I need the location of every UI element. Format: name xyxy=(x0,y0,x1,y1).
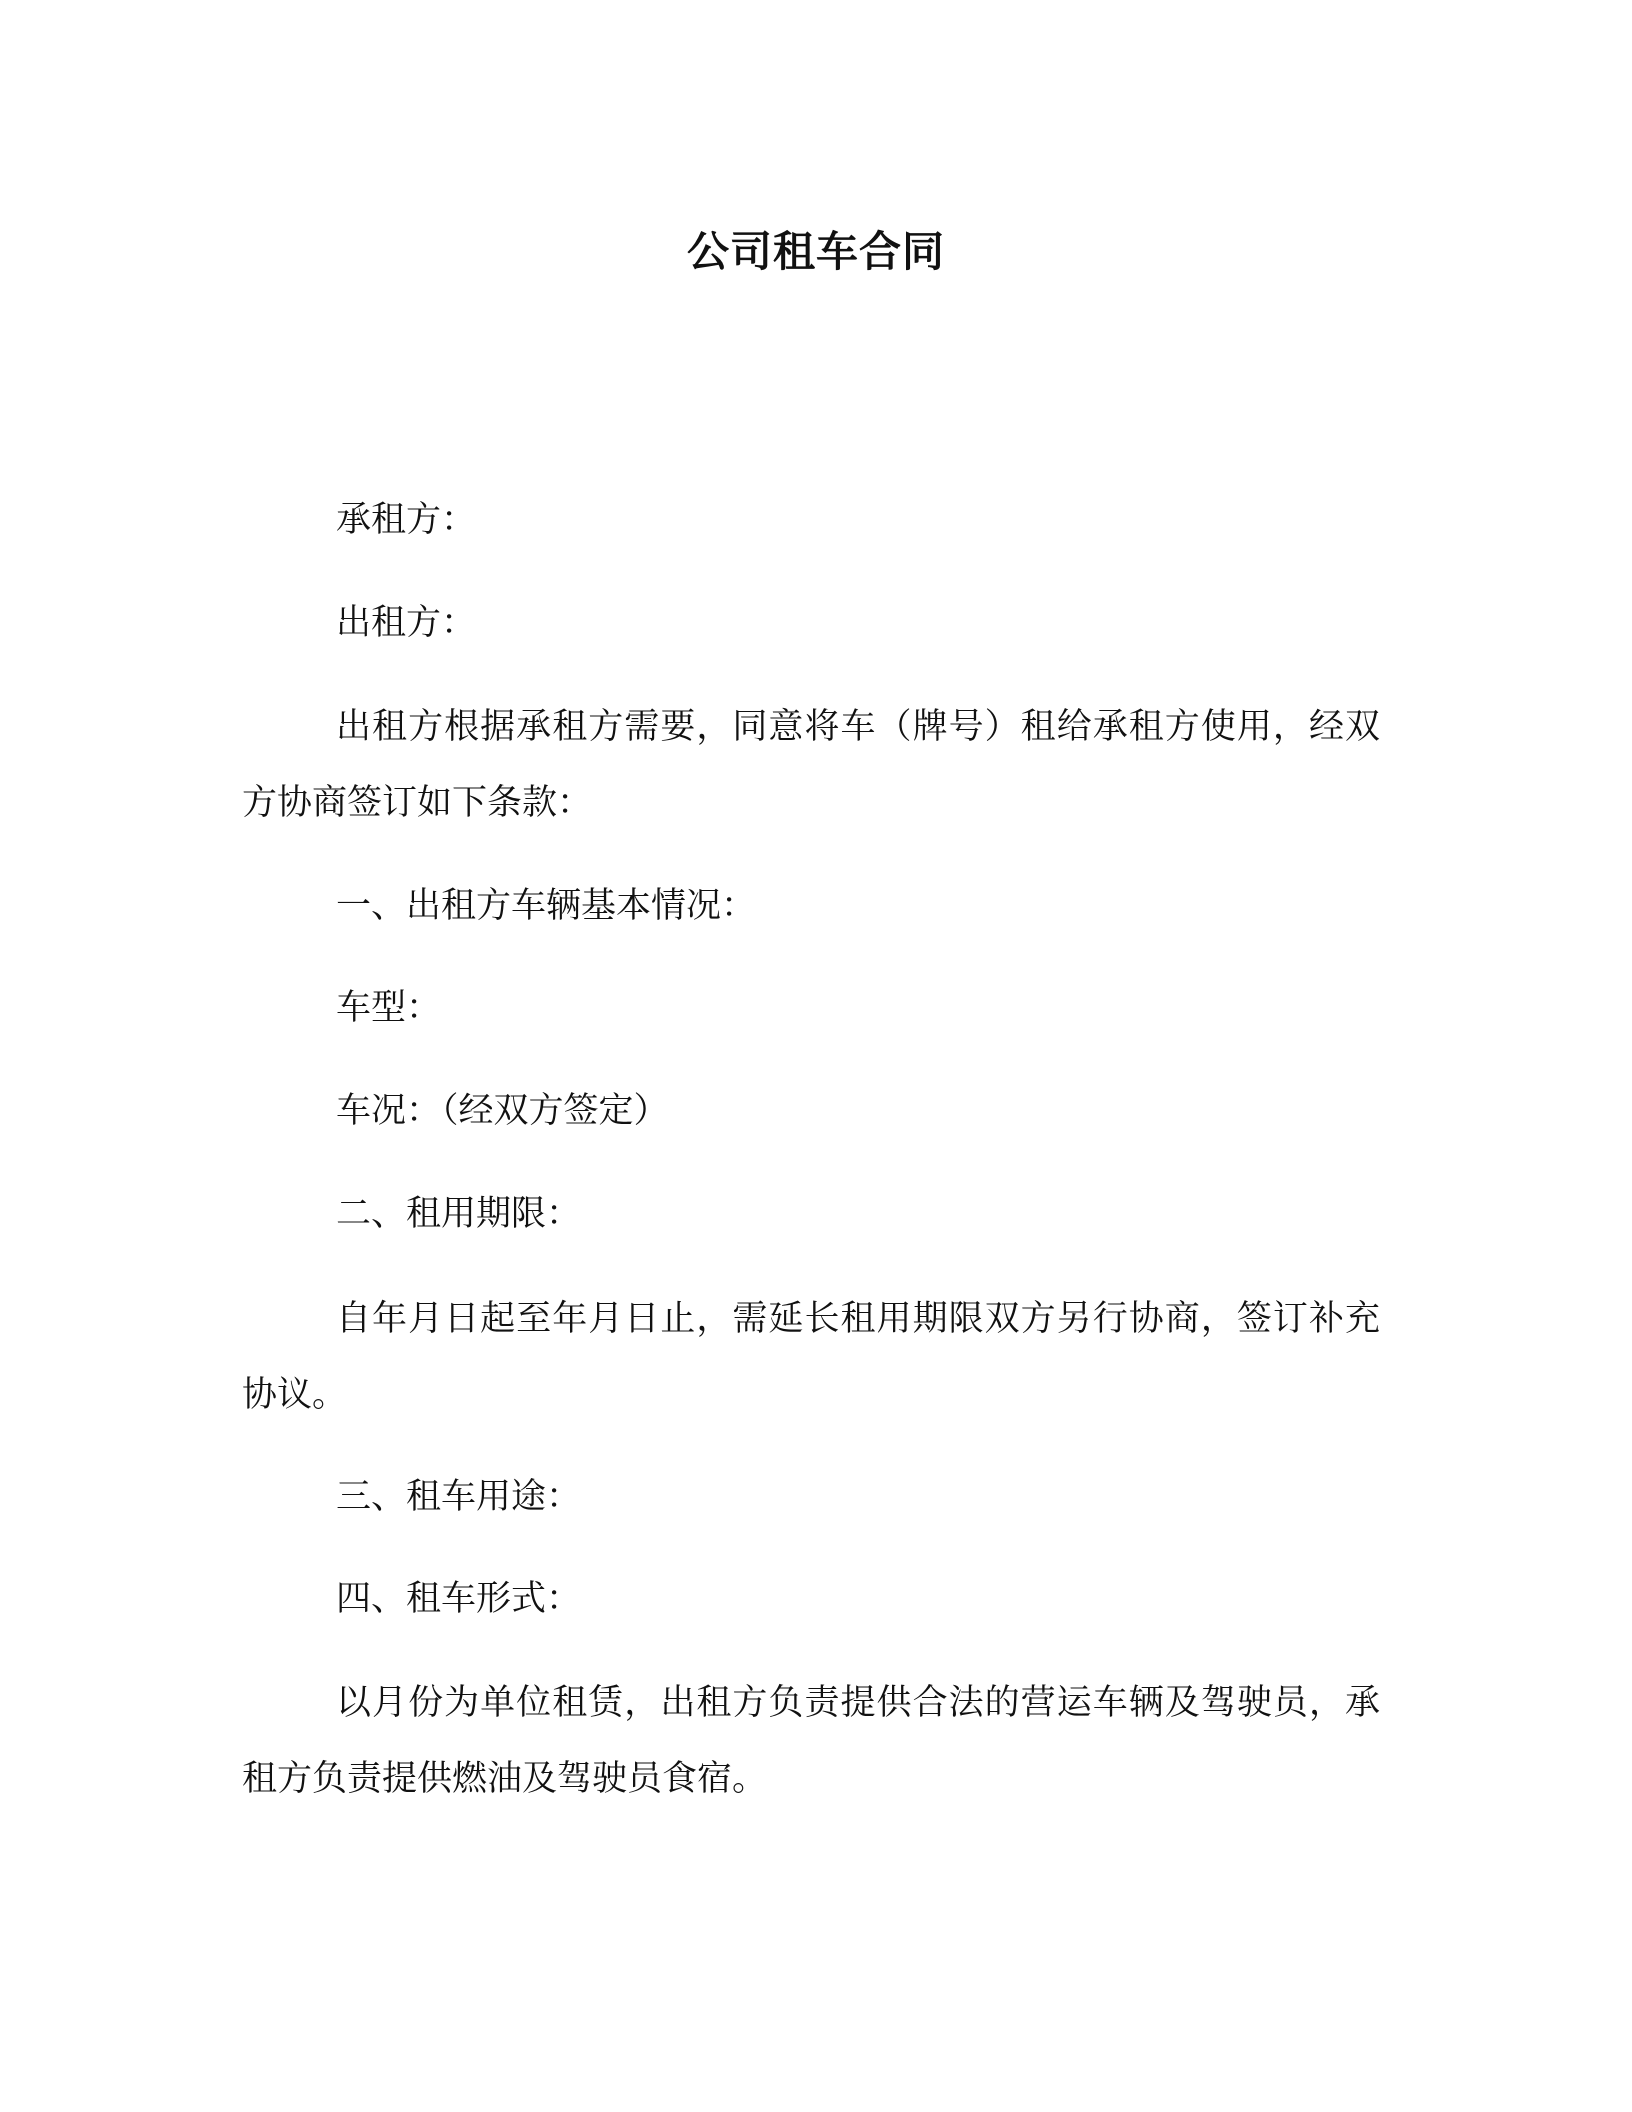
vehicle-model-line: 车型： xyxy=(336,988,442,1028)
rental-form-paragraph: 以月份为单位租赁，出租方负责提供合法的营运车辆及驾驶员，承租方负责提供燃油及驾驶员食宿。 xyxy=(242,1683,1380,1799)
rental-period-paragraph: 自年月日起至年月日止，需延长租用期限双方另行协商，签订补充协议。 xyxy=(242,1299,1380,1415)
lessor-line: 出租方： xyxy=(336,603,477,643)
section-4-heading: 四、租车形式： xyxy=(336,1579,582,1619)
intro-paragraph: 出租方根据承租方需要，同意将车（牌号）租给承租方使用，经双方协商签订如下条款： xyxy=(242,707,1380,823)
section-2-heading: 二、租用期限： xyxy=(336,1194,582,1234)
lessee-line: 承租方： xyxy=(336,500,477,540)
section-3-heading: 三、租车用途： xyxy=(336,1477,582,1517)
section-1-heading: 一、出租方车辆基本情况： xyxy=(336,886,757,926)
vehicle-condition-line: 车况：（经双方签定） xyxy=(336,1091,669,1131)
document-title: 公司租车合同 xyxy=(686,227,945,276)
